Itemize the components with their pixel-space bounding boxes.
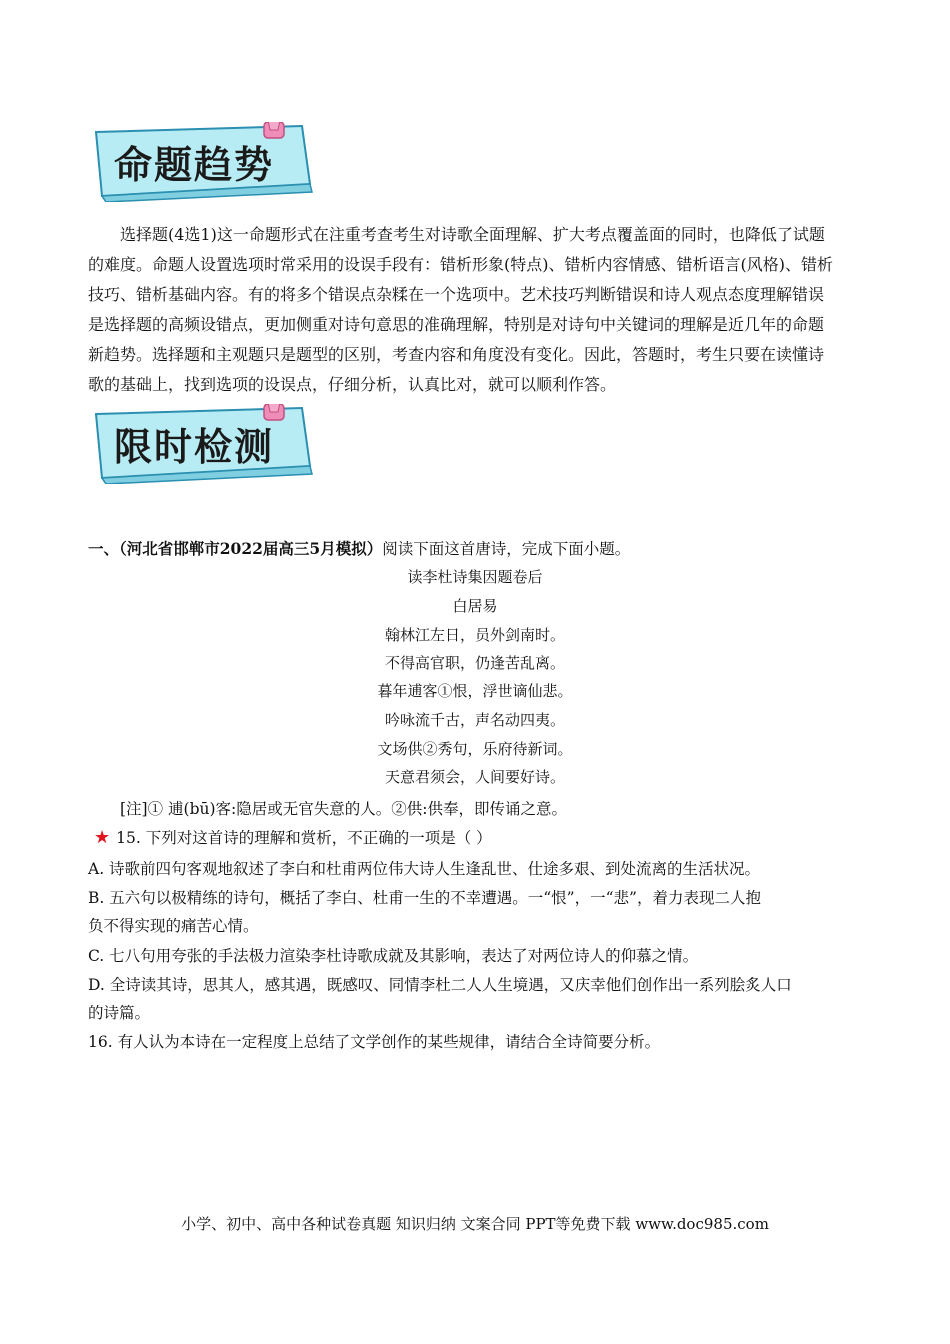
question-header bbox=[88, 537, 630, 559]
section-banner-test bbox=[88, 404, 316, 480]
page-footer: 小学、初中、高中各种试卷真题 知识归纳 文案合同 PPT等免费下载 www.doc985.com bbox=[181, 1215, 769, 1233]
poem-author: 白居易 bbox=[452, 597, 498, 615]
poem-line: 天意君须会，人间要好诗。 bbox=[384, 768, 565, 786]
intro-line: 是选择题的高频设错点，更加侧重对诗句意思的准确理解，特别是对诗句中关键词的理解是近几年的命题 bbox=[88, 315, 825, 334]
q15-option-d-cont: 的诗篇。 bbox=[88, 1004, 151, 1022]
poem-line: 文场供②秀句，乐府待新词。 bbox=[377, 740, 573, 758]
poem-line: 翰林江左日，员外剑南时。 bbox=[384, 626, 565, 644]
section-banner-trend bbox=[88, 122, 316, 198]
poem-line: 不得高官职，仍逢苦乱离。 bbox=[384, 654, 565, 672]
question-16-stem: 16. 有人认为本诗在一定程度上总结了文学创作的某些规律，请结合全诗简要分析。 bbox=[88, 1033, 661, 1051]
question-source: （河北省邯郸市2022届高三5月模拟） bbox=[119, 539, 383, 558]
question-number: 一、 bbox=[88, 539, 120, 558]
question-15-stem bbox=[94, 826, 874, 848]
banner-title: 限时检测 bbox=[114, 424, 275, 469]
intro-line: 的难度。命题人设置选项时常采用的设误手段有：错析形象(特点)、错析内容情感、错析语言(风格)、错析 bbox=[88, 255, 833, 274]
poem-title: 读李杜诗集因题卷后 bbox=[407, 568, 543, 586]
intro-line: 新趋势。选择题和主观题只是题型的区别，考查内容和角度没有变化。因此，答题时，考生只要在读懂诗 bbox=[88, 345, 825, 364]
intro-line: 选择题(4选1)这一命题形式在注重考查考生对诗歌全面理解、扩大考点覆盖面的同时，也降低了试题 bbox=[120, 225, 825, 244]
poem-line: 吟咏流千古，声名动四夷。 bbox=[384, 711, 565, 729]
intro-paragraph bbox=[88, 220, 863, 400]
poem-note: [注]① 逋(bū)客:隐居或无官失意的人。②供:供奉，即传诵之意。 bbox=[120, 800, 567, 818]
banner-title: 命题趋势 bbox=[114, 142, 275, 187]
q15-option-a: A. 诗歌前四句客观地叙述了李白和杜甫两位伟大诗人生逢乱世、仕途多艰、到处流离的生活状况。 bbox=[88, 860, 761, 878]
q15-option-b-cont: 负不得实现的痛苦心情。 bbox=[88, 917, 259, 935]
star-icon: ★ bbox=[94, 827, 111, 848]
q15-option-d: D. 全诗读其诗，思其人，感其遇，既感叹、同情李杜二人人生境遇，又庆幸他们创作出一系列脍炙人口 bbox=[88, 976, 792, 994]
intro-line: 技巧、错析基础内容。有的将多个错误点杂糅在一个选项中。艺术技巧判断错误和诗人观点态度理解错误 bbox=[88, 285, 825, 304]
question-instruction: 阅读下面这首唐诗，完成下面小题。 bbox=[382, 540, 631, 558]
q15-option-c: C. 七八句用夸张的手法极力渲染李杜诗歌成就及其影响，表达了对两位诗人的仰慕之情。 bbox=[88, 947, 699, 965]
q15-stem-text: 15. 下列对这首诗的理解和赏析，不正确的一项是（ ） bbox=[116, 829, 492, 847]
poem-line: 暮年逋客①恨，浮世谪仙悲。 bbox=[377, 682, 573, 700]
q15-option-b: B. 五六句以极精练的诗句，概括了李白、杜甫一生的不幸遭遇。一“恨”，一“悲”，着力表现二人抱 bbox=[88, 889, 761, 907]
intro-line: 歌的基础上，找到选项的设误点，仔细分析，认真比对，就可以顺利作答。 bbox=[88, 375, 617, 394]
